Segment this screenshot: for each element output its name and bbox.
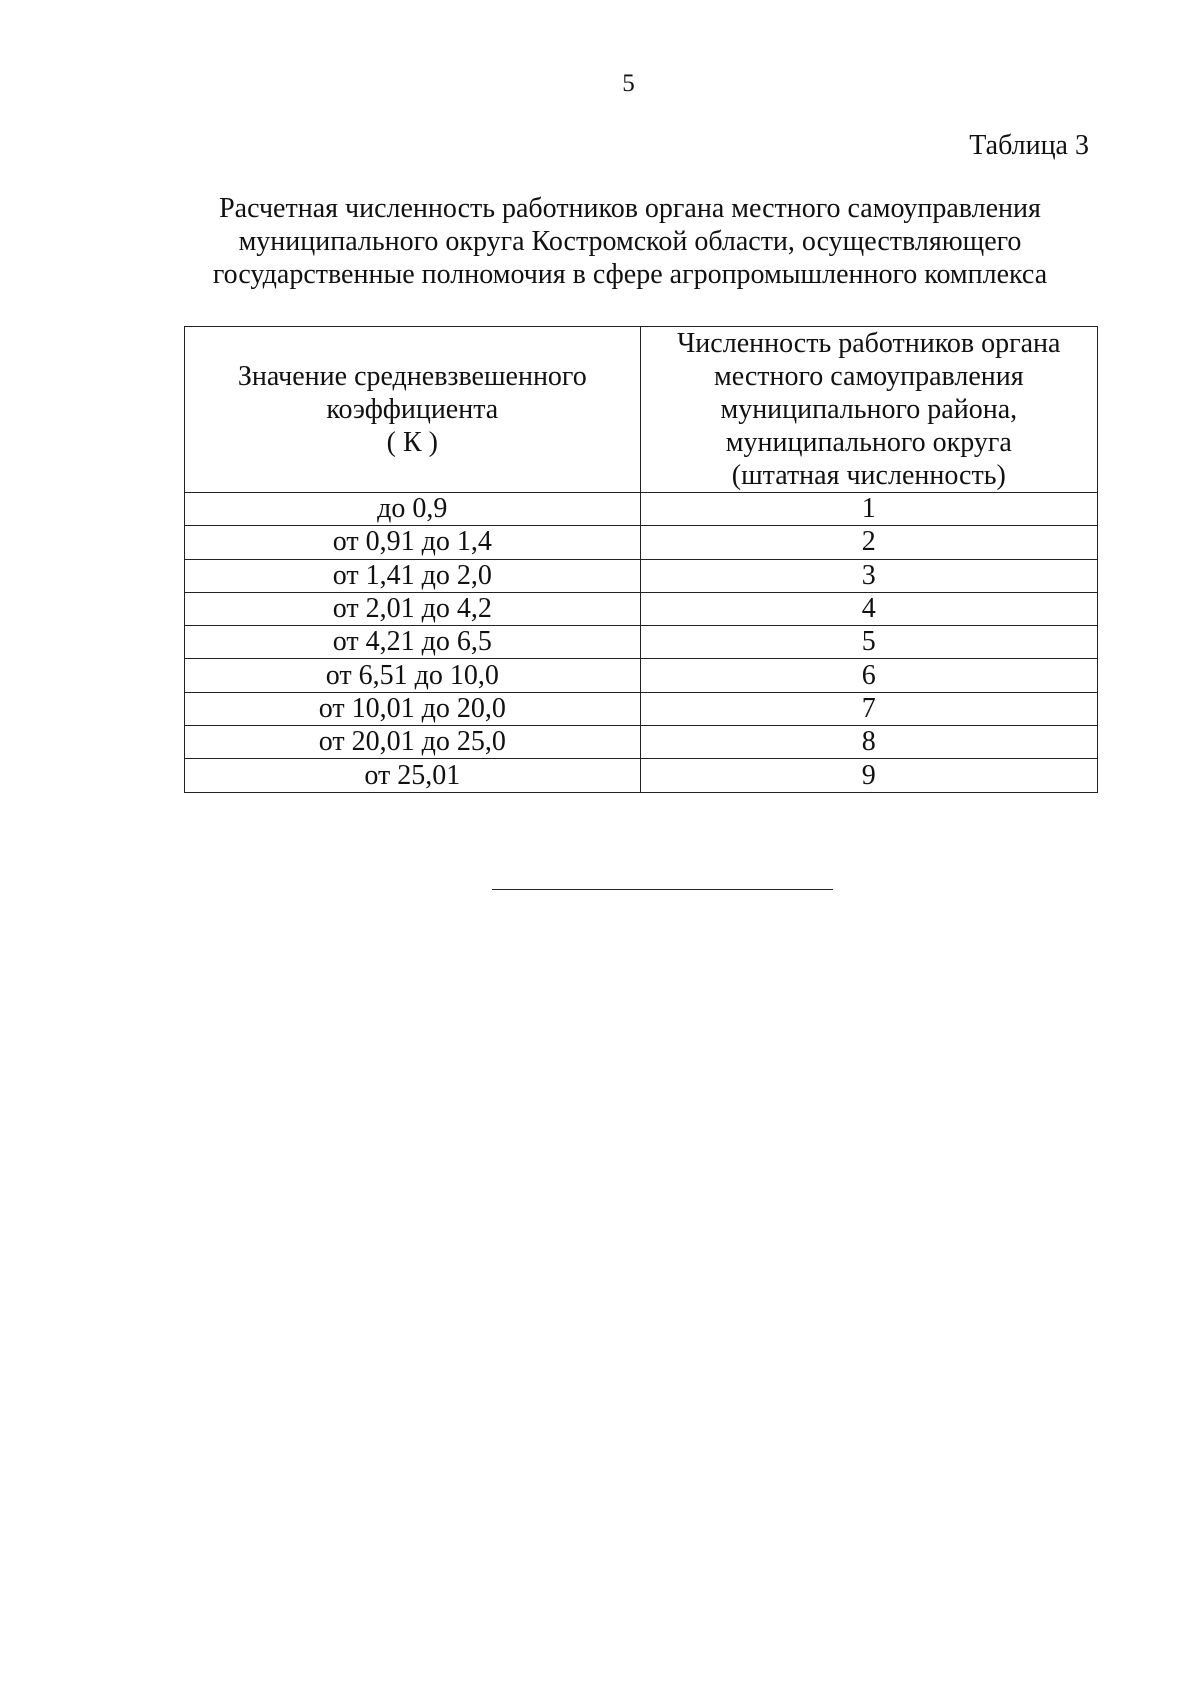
header-line: коэффициента	[326, 394, 499, 425]
coefficient-range-cell: от 4,21 до 6,5	[185, 626, 641, 659]
header-staff-count	[640, 327, 1097, 493]
title-line: Расчетная численность работников органа местного самоуправления	[219, 193, 1041, 224]
header-line: муниципального района,	[720, 394, 1018, 425]
table-row	[185, 726, 1098, 759]
table-row	[185, 659, 1098, 692]
header-line: (штатная численность)	[731, 460, 1006, 491]
table-row	[185, 692, 1098, 725]
header-coefficient	[185, 327, 641, 493]
title-line: государственные полномочия в сфере агропромышленного комплекса	[212, 259, 1048, 290]
title-line: муниципального округа Костромской области, осуществляющего	[238, 226, 1022, 257]
header-line: Значение средневзвешенного	[237, 361, 587, 392]
coefficient-range-cell: от 10,01 до 20,0	[185, 692, 641, 725]
header-line: ( К )	[386, 427, 438, 458]
staff-count-cell: 4	[640, 592, 1097, 625]
coefficient-range-cell: от 0,91 до 1,4	[185, 526, 641, 559]
header-line: муниципального округа	[725, 427, 1012, 458]
staff-count-cell: 9	[640, 759, 1097, 792]
table-row	[185, 493, 1098, 526]
table-row	[185, 559, 1098, 592]
staffing-table	[184, 326, 1098, 793]
table-header-row	[185, 327, 1098, 493]
table-row	[185, 526, 1098, 559]
end-divider-line	[492, 889, 833, 890]
table-label: Таблица 3	[969, 130, 1089, 161]
coefficient-range-cell: от 2,01 до 4,2	[185, 592, 641, 625]
coefficient-range-cell: от 6,51 до 10,0	[185, 659, 641, 692]
coefficient-range-cell: от 25,01	[185, 759, 641, 792]
header-line: Численность работников органа	[677, 328, 1061, 359]
staff-count-cell: 6	[640, 659, 1097, 692]
staff-count-cell: 7	[640, 692, 1097, 725]
staff-count-cell: 2	[640, 526, 1097, 559]
page-number: 5	[622, 70, 635, 97]
staff-count-cell: 3	[640, 559, 1097, 592]
header-line: местного самоуправления	[713, 361, 1024, 392]
table-row	[185, 592, 1098, 625]
staff-count-cell: 8	[640, 726, 1097, 759]
coefficient-range-cell: до 0,9	[185, 493, 641, 526]
coefficient-range-cell: от 20,01 до 25,0	[185, 726, 641, 759]
table-row	[185, 759, 1098, 792]
staff-count-cell: 1	[640, 493, 1097, 526]
document-title	[150, 192, 1110, 291]
staff-count-cell: 5	[640, 626, 1097, 659]
coefficient-range-cell: от 1,41 до 2,0	[185, 559, 641, 592]
table-row	[185, 626, 1098, 659]
